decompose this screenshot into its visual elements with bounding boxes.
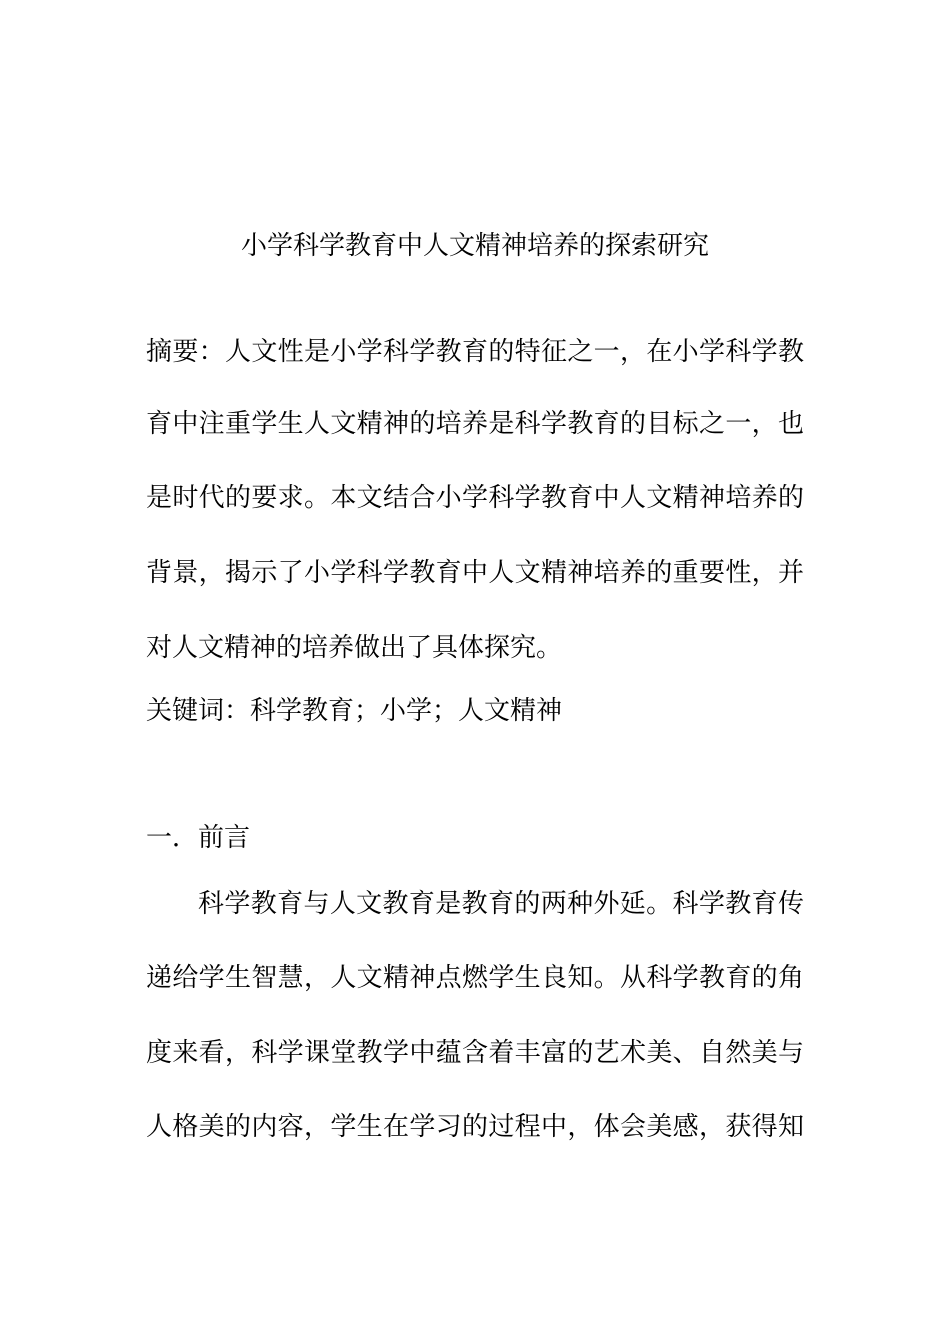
abstract-line-1: 摘要：人文性是小学科学教育的特征之一，在小学科学教	[146, 337, 804, 367]
abstract-line-3: 是时代的要求。本文结合小学科学教育中人文精神培养的	[146, 483, 804, 513]
document-title: 小学科学教育中人文精神培养的探索研究	[240, 231, 709, 261]
abstract-line-2: 育中注重学生人文精神的培养是科学教育的目标之一，也	[146, 409, 804, 439]
abstract-line-5: 对人文精神的培养做出了具体探究。	[146, 633, 563, 663]
body-line-2: 递给学生智慧，人文精神点燃学生良知。从科学教育的角	[146, 963, 804, 993]
body-line-1: 科学教育与人文教育是教育的两种外延。科学教育传	[198, 889, 804, 919]
abstract-line-4: 背景，揭示了小学科学教育中人文精神培养的重要性，并	[146, 558, 804, 588]
body-line-4: 人格美的内容，学生在学习的过程中，体会美感，获得知	[146, 1112, 804, 1142]
keywords: 关键词：科学教育；小学；人文精神	[146, 696, 563, 726]
body-line-3: 度来看，科学课堂教学中蕴含着丰富的艺术美、自然美与	[146, 1038, 804, 1068]
section-heading: 一．前言	[146, 823, 251, 853]
